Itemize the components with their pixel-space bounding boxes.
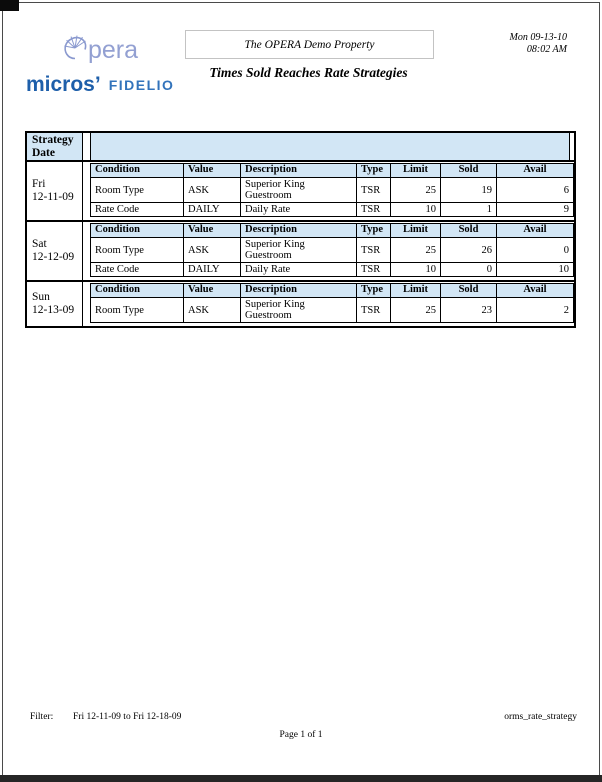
column-header-condition: Condition bbox=[91, 224, 184, 238]
filter-label: Filter: bbox=[30, 712, 54, 722]
cell-description: Superior King Guestroom bbox=[241, 238, 357, 263]
column-header-type: Type bbox=[357, 164, 391, 178]
cell-sold: 26 bbox=[441, 238, 497, 263]
cell-type: TSR bbox=[357, 298, 391, 323]
cell-condition: Rate Code bbox=[91, 203, 184, 217]
cell-condition: Room Type bbox=[91, 298, 184, 323]
group-content bbox=[83, 222, 578, 280]
cell-limit: 25 bbox=[391, 178, 441, 203]
column-header-description: Description bbox=[241, 164, 357, 178]
cell-type: TSR bbox=[357, 178, 391, 203]
cell-limit: 10 bbox=[391, 203, 441, 217]
column-header-limit: Limit bbox=[391, 224, 441, 238]
strategy-group-sat bbox=[27, 220, 574, 280]
cell-value: ASK bbox=[184, 238, 241, 263]
cell-sold: 1 bbox=[441, 203, 497, 217]
report-header bbox=[0, 0, 602, 125]
column-header-avail: Avail bbox=[497, 164, 574, 178]
conditions-header-row bbox=[91, 164, 574, 178]
conditions-table bbox=[90, 223, 574, 277]
column-header-limit: Limit bbox=[391, 164, 441, 178]
print-time: 08:02 AM bbox=[526, 44, 567, 55]
cell-avail: 2 bbox=[497, 298, 574, 323]
table-header-row bbox=[27, 133, 574, 162]
cell-avail: 9 bbox=[497, 203, 574, 217]
column-header-avail: Avail bbox=[497, 224, 574, 238]
column-header-description: Description bbox=[241, 224, 357, 238]
column-header-avail: Avail bbox=[497, 284, 574, 298]
cell-sold: 23 bbox=[441, 298, 497, 323]
print-datetime bbox=[510, 32, 568, 56]
opera-swirl-icon bbox=[62, 34, 88, 65]
column-header-value: Value bbox=[184, 224, 241, 238]
table-row bbox=[91, 203, 574, 217]
cell-limit: 25 bbox=[391, 298, 441, 323]
strategy-date-header: Strategy Date bbox=[27, 133, 83, 160]
header-band bbox=[90, 133, 570, 160]
group-date: 12-12-09 bbox=[32, 251, 75, 263]
table-row bbox=[91, 178, 574, 203]
group-date-cell bbox=[27, 222, 83, 280]
report-footer bbox=[0, 706, 602, 751]
column-header-limit: Limit bbox=[391, 284, 441, 298]
conditions-header-row bbox=[91, 284, 574, 298]
group-date: 12-13-09 bbox=[32, 304, 75, 316]
cell-sold: 19 bbox=[441, 178, 497, 203]
group-content bbox=[83, 162, 578, 220]
cell-condition: Room Type bbox=[91, 178, 184, 203]
column-header-sold: Sold bbox=[441, 164, 497, 178]
cell-description: Superior King Guestroom bbox=[241, 178, 357, 203]
cell-description: Daily Rate bbox=[241, 203, 357, 217]
cell-avail: 0 bbox=[497, 238, 574, 263]
cell-limit: 10 bbox=[391, 263, 441, 277]
filter-value: Fri 12-11-09 to Fri 12-18-09 bbox=[73, 712, 182, 722]
conditions-table bbox=[90, 283, 574, 323]
opera-logo-text: pera bbox=[87, 35, 139, 64]
group-content bbox=[83, 282, 578, 326]
micros-logo-text: micros’ bbox=[26, 73, 101, 96]
column-header-value: Value bbox=[184, 164, 241, 178]
print-date: Mon 09-13-10 bbox=[509, 32, 567, 43]
cell-value: DAILY bbox=[184, 263, 241, 277]
cell-condition: Room Type bbox=[91, 238, 184, 263]
table-row bbox=[91, 298, 574, 323]
group-date-cell bbox=[27, 162, 83, 220]
group-day: Sat bbox=[32, 238, 47, 250]
column-header-type: Type bbox=[357, 224, 391, 238]
table-row bbox=[91, 238, 574, 263]
column-header-condition: Condition bbox=[91, 164, 184, 178]
table-row bbox=[91, 263, 574, 277]
cell-type: TSR bbox=[357, 238, 391, 263]
column-header-sold: Sold bbox=[441, 224, 497, 238]
group-day: Sun bbox=[32, 291, 50, 303]
property-title-box bbox=[185, 30, 434, 59]
page-number: Page 1 of 1 bbox=[279, 730, 323, 740]
cell-avail: 6 bbox=[497, 178, 574, 203]
column-header-condition: Condition bbox=[91, 284, 184, 298]
cell-description: Daily Rate bbox=[241, 263, 357, 277]
cell-value: ASK bbox=[184, 178, 241, 203]
strategy-group-fri bbox=[27, 162, 574, 220]
column-header-description: Description bbox=[241, 284, 357, 298]
cell-value: DAILY bbox=[184, 203, 241, 217]
cell-value: ASK bbox=[184, 298, 241, 323]
cell-type: TSR bbox=[357, 263, 391, 277]
cell-condition: Rate Code bbox=[91, 263, 184, 277]
cell-type: TSR bbox=[357, 203, 391, 217]
cell-sold: 0 bbox=[441, 263, 497, 277]
group-day: Fri bbox=[32, 178, 46, 190]
opera-logo bbox=[44, 34, 156, 65]
report-code: orms_rate_strategy bbox=[504, 712, 577, 722]
rate-strategy-table bbox=[25, 131, 576, 328]
fidelio-logo-text: FIDELIO bbox=[108, 77, 175, 93]
cell-limit: 25 bbox=[391, 238, 441, 263]
group-date: 12-11-09 bbox=[32, 191, 74, 203]
column-header-sold: Sold bbox=[441, 284, 497, 298]
group-date-cell bbox=[27, 282, 83, 326]
cell-description: Superior King Guestroom bbox=[241, 298, 357, 323]
cell-avail: 10 bbox=[497, 263, 574, 277]
report-title: Times Sold Reaches Rate Strategies bbox=[209, 65, 408, 80]
column-header-type: Type bbox=[357, 284, 391, 298]
header-band-wrap bbox=[83, 133, 574, 160]
property-title: The OPERA Demo Property bbox=[244, 38, 375, 51]
bottom-bar bbox=[0, 775, 602, 782]
column-header-value: Value bbox=[184, 284, 241, 298]
conditions-header-row bbox=[91, 224, 574, 238]
conditions-table bbox=[90, 163, 574, 217]
strategy-group-sun bbox=[27, 280, 574, 326]
